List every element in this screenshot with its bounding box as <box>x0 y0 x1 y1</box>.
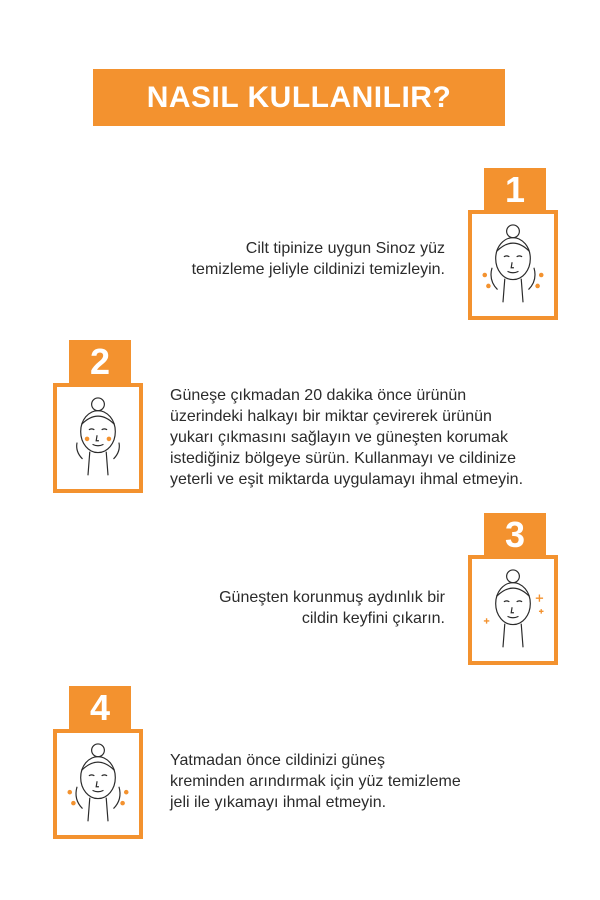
step-number-badge: 4 <box>69 686 131 730</box>
face-illustration <box>57 733 139 835</box>
step-description: Yatmadan önce cildinizi güneş kreminden arındırmak için yüz temizleme jeli ile yıkamayı ihmal etmeyin. <box>170 752 461 811</box>
step-description: Güneşten korunmuş aydınlık bir cildin keyfini çıkarın. <box>219 589 445 627</box>
step-number-badge: 2 <box>69 340 131 384</box>
title-banner <box>93 69 505 126</box>
page-title: NASIL KULLANILIR? <box>146 80 452 114</box>
face-illustration <box>472 559 554 661</box>
face-applying-cream-icon <box>53 383 143 493</box>
face-illustration <box>472 214 554 316</box>
face-cleansing-icon <box>468 210 558 320</box>
step-description: Cilt tipinize uygun Sinoz yüz temizleme jeliyle cildinizi temizleyin. <box>191 240 445 278</box>
step-number-badge: 3 <box>484 513 546 557</box>
face-washing-icon <box>53 729 143 839</box>
face-illustration <box>57 387 139 489</box>
step-description: Güneşe çıkmadan 20 dakika önce ürünün üzerindeki halkayı bir miktar çevirerek ürünün yukarı çıkmasını sağlayın ve güneşten korumak istediğiniz bölgeye sürün. Kullanmayı ve cildinize yeterli ve eşit miktarda uygulamayı ihmal etmeyin. <box>170 387 524 488</box>
step-number-badge: 1 <box>484 168 546 212</box>
face-glowing-icon <box>468 555 558 665</box>
